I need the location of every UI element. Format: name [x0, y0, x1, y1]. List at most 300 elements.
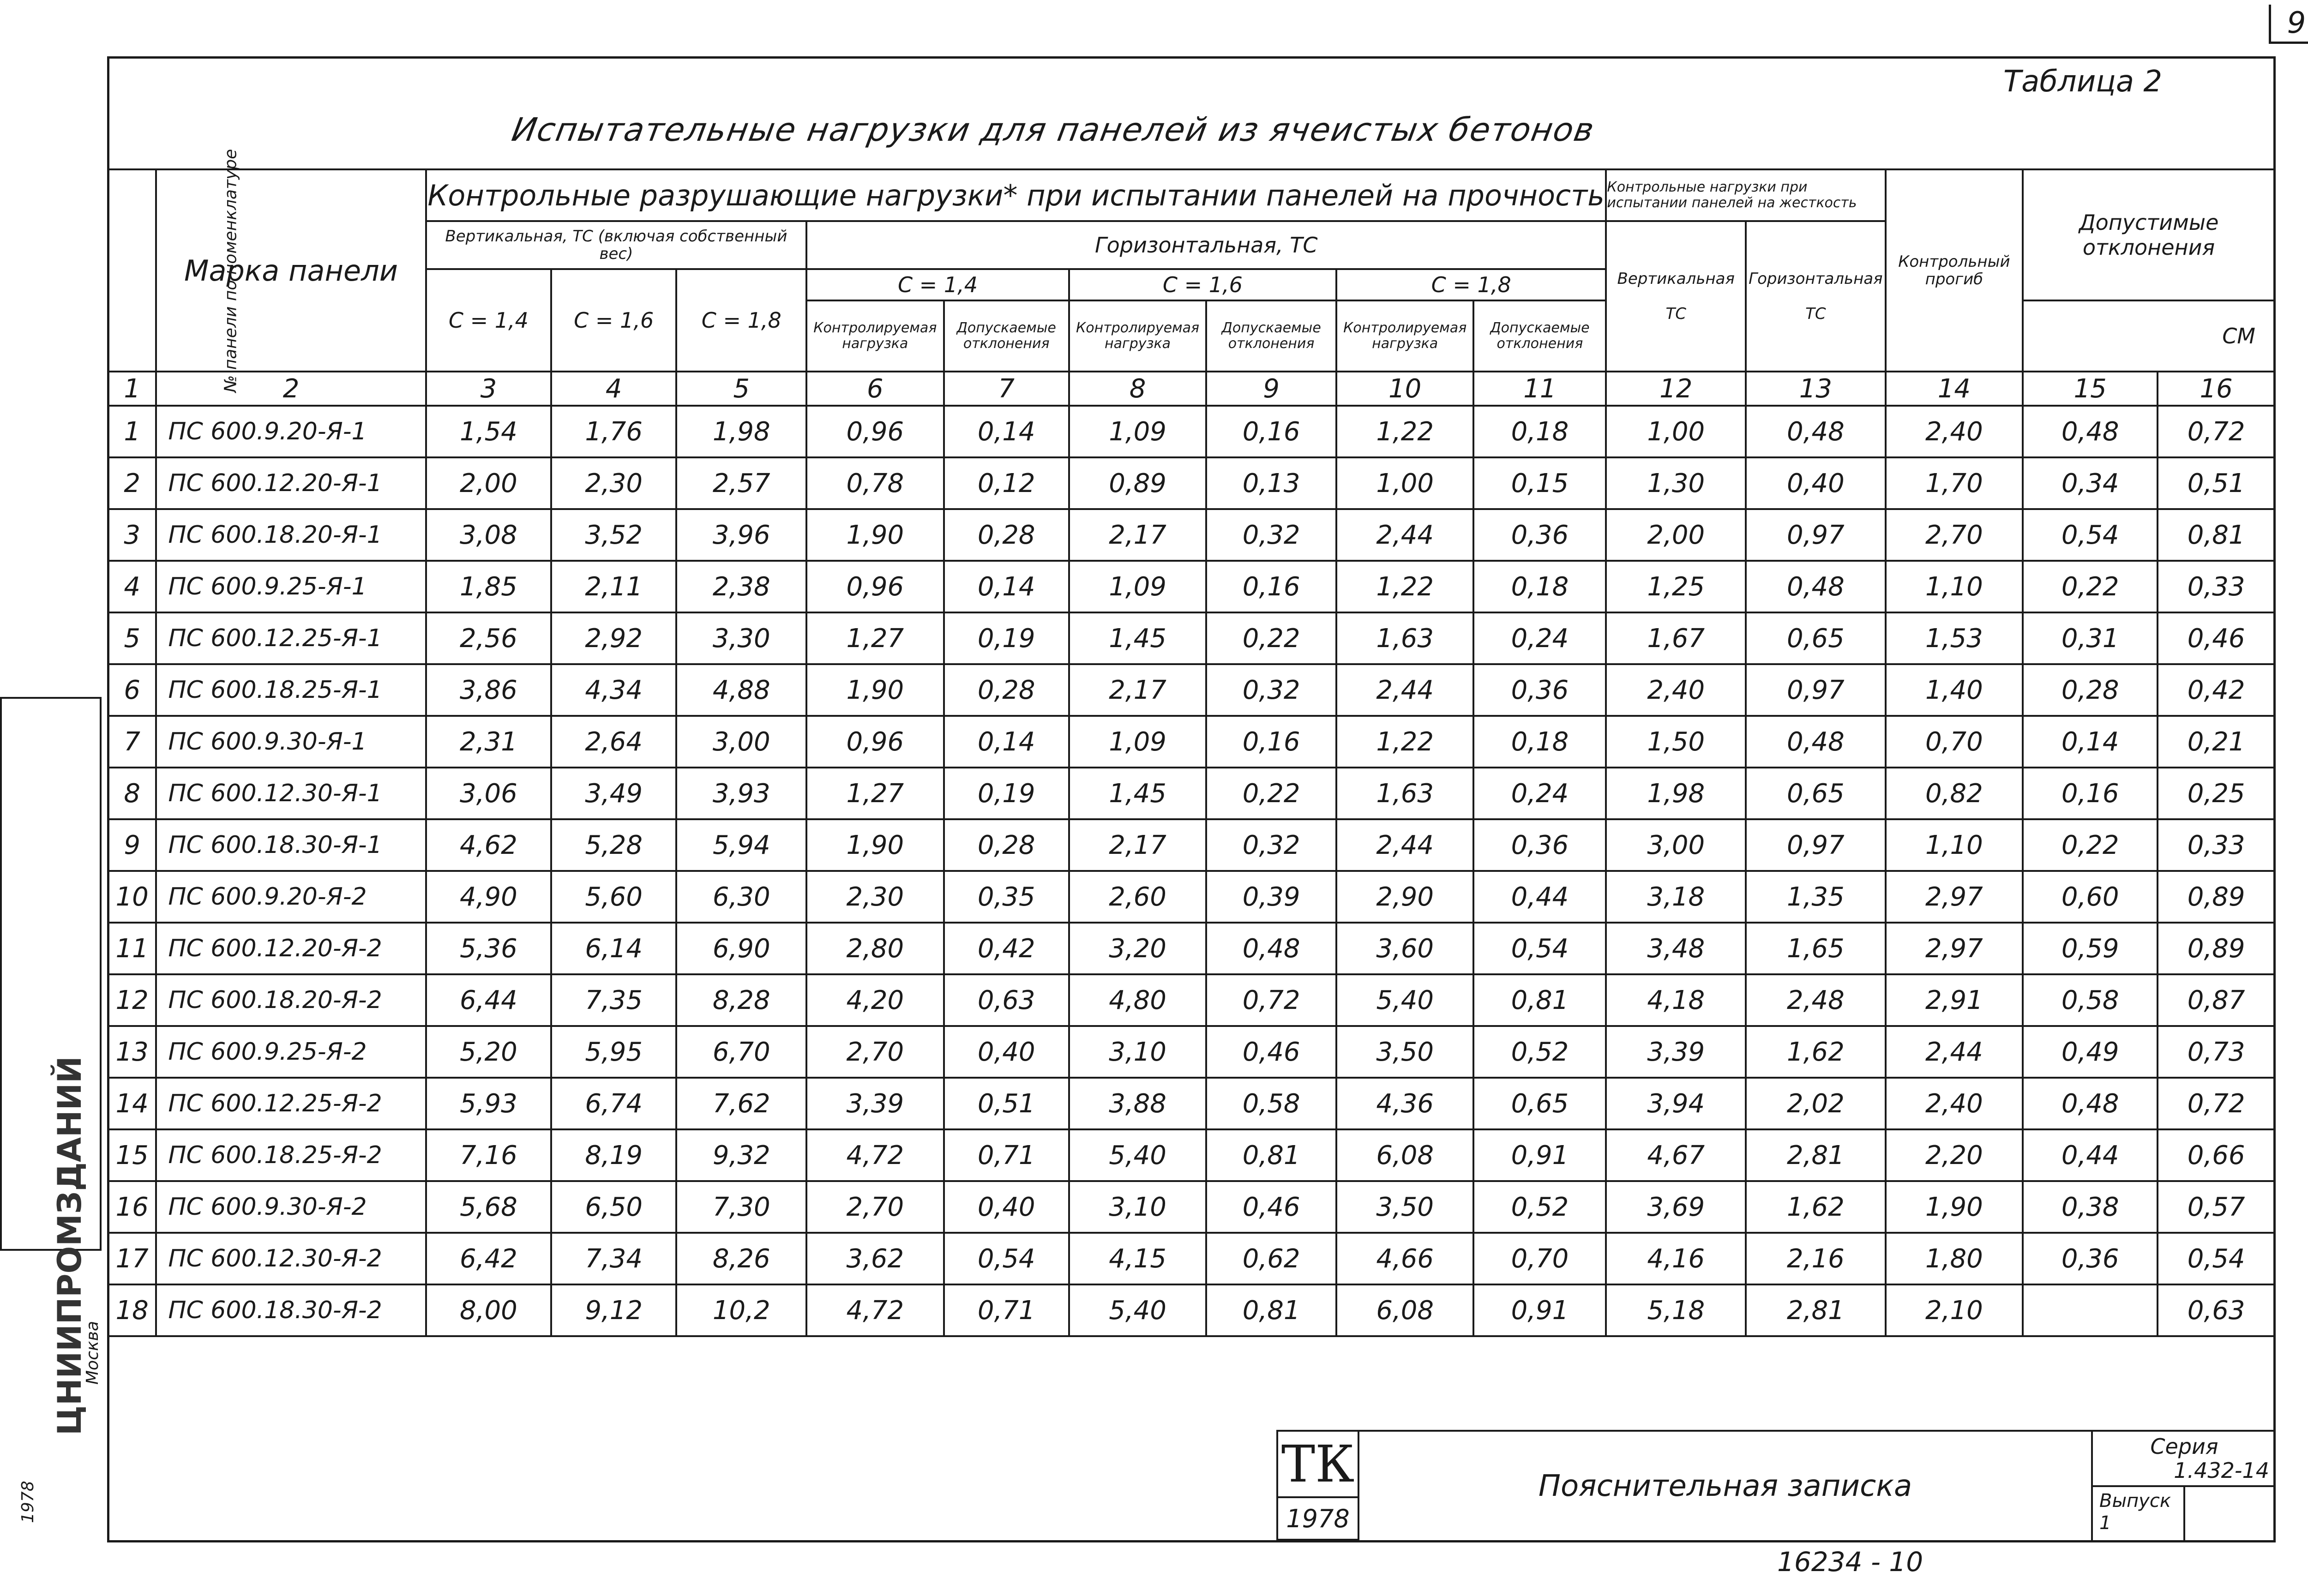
table-row: [108, 664, 2275, 716]
cell-value: [2023, 1284, 2158, 1336]
cell-panel-no: 7: [108, 716, 156, 768]
cell-value: 4,34: [551, 664, 676, 716]
cell-value: 6,50: [551, 1181, 676, 1233]
cell-value: 0,14: [944, 406, 1069, 457]
cell-value: 5,20: [426, 1026, 551, 1078]
cell-value: 0,24: [1473, 768, 1606, 819]
cell-panel-mark: ПС 600.9.30-Я-1: [156, 716, 426, 768]
org-name: ЦНИИПРОМЗДАНИЙ: [51, 1056, 89, 1435]
cell-value: 0,16: [1206, 406, 1336, 457]
cell-panel-mark: ПС 600.18.30-Я-1: [156, 819, 426, 871]
cell-value: 0,89: [1069, 457, 1206, 509]
cell-value: 2,11: [551, 561, 676, 612]
cell-value: 0,65: [1746, 768, 1886, 819]
series-cell: [2093, 1432, 2276, 1487]
table-row: [108, 1181, 2275, 1233]
cell-value: 6,42: [426, 1233, 551, 1284]
cell-value: 0,65: [1473, 1078, 1606, 1129]
cell-value: 0,89: [2158, 871, 2275, 923]
header-horiz-stiffness: Горизонтальная ТС: [1746, 221, 1886, 372]
cell-value: 0,25: [2158, 768, 2275, 819]
table-row: [108, 768, 2275, 819]
table-row: [108, 457, 2275, 509]
cell-panel-no: 2: [108, 457, 156, 509]
series-label: Серия: [2150, 1434, 2218, 1459]
tk-block: [1276, 1430, 1359, 1541]
table-row: [108, 923, 2275, 974]
cell-value: 2,44: [1336, 509, 1473, 561]
cell-value: 0,33: [2158, 819, 2275, 871]
cell-value: 0,46: [2158, 612, 2275, 664]
cell-value: 0,91: [1473, 1284, 1606, 1336]
cell-value: 2,57: [676, 457, 806, 509]
cell-value: 0,82: [1886, 768, 2023, 819]
col-number: 2: [156, 372, 426, 406]
cell-value: 2,48: [1746, 974, 1886, 1026]
issue-cell: [2093, 1487, 2185, 1541]
cell-panel-no: 6: [108, 664, 156, 716]
col-number: 7: [944, 372, 1069, 406]
cell-value: 4,16: [1606, 1233, 1746, 1284]
cell-value: 5,18: [1606, 1284, 1746, 1336]
header-controlled-load: Контролируемая нагрузка: [806, 300, 944, 372]
cell-value: 0,81: [2158, 509, 2275, 561]
cell-value: 3,06: [426, 768, 551, 819]
cell-value: 3,00: [1606, 819, 1746, 871]
col-number: 8: [1069, 372, 1206, 406]
cell-value: 1,35: [1746, 871, 1886, 923]
cell-panel-no: 14: [108, 1078, 156, 1129]
cell-value: 0,51: [2158, 457, 2275, 509]
cell-value: 2,56: [426, 612, 551, 664]
cell-value: 2,40: [1886, 406, 2023, 457]
table-row: [108, 406, 2275, 457]
cell-value: 5,94: [676, 819, 806, 871]
cell-value: 0,22: [1206, 612, 1336, 664]
col-number: 6: [806, 372, 944, 406]
cell-value: 0,14: [944, 716, 1069, 768]
cell-value: 4,90: [426, 871, 551, 923]
cell-value: 0,32: [1206, 509, 1336, 561]
cell-value: 0,63: [944, 974, 1069, 1026]
table-row: [108, 871, 2275, 923]
cell-value: 2,90: [1336, 871, 1473, 923]
cell-value: 0,97: [1746, 664, 1886, 716]
cell-value: 3,62: [806, 1233, 944, 1284]
table-row: [108, 612, 2275, 664]
cell-value: 3,30: [676, 612, 806, 664]
cell-value: 2,70: [806, 1026, 944, 1078]
cell-value: 1,62: [1746, 1181, 1886, 1233]
cell-panel-no: 10: [108, 871, 156, 923]
cell-value: 6,30: [676, 871, 806, 923]
cell-value: 4,20: [806, 974, 944, 1026]
cell-value: 0,81: [1206, 1284, 1336, 1336]
cell-value: 0,18: [1473, 406, 1606, 457]
cell-value: 1,40: [1886, 664, 2023, 716]
cell-value: 2,17: [1069, 664, 1206, 716]
cell-value: 0,21: [2158, 716, 2275, 768]
column-number-row: [108, 372, 2275, 406]
cell-value: 0,40: [1746, 457, 1886, 509]
cell-value: 1,90: [806, 509, 944, 561]
cell-value: 2,80: [806, 923, 944, 974]
cell-panel-mark: ПС 600.18.25-Я-2: [156, 1129, 426, 1181]
header-horizontal: Горизонтальная, ТС: [806, 221, 1606, 269]
col-number: 14: [1886, 372, 2023, 406]
cell-value: 3,49: [551, 768, 676, 819]
cell-value: 0,36: [1473, 819, 1606, 871]
cell-value: 0,24: [1473, 612, 1606, 664]
cell-panel-no: 5: [108, 612, 156, 664]
cell-value: 0,28: [2023, 664, 2158, 716]
cell-value: 6,90: [676, 923, 806, 974]
cell-value: 2,81: [1746, 1284, 1886, 1336]
cell-value: 1,65: [1746, 923, 1886, 974]
cell-panel-mark: ПС 600.12.25-Я-2: [156, 1078, 426, 1129]
tk-year: 1978: [1286, 1504, 1350, 1533]
cell-value: 3,10: [1069, 1026, 1206, 1078]
issue-label: Выпуск: [2099, 1490, 2171, 1512]
cell-value: 0,91: [1473, 1129, 1606, 1181]
table-row: [108, 561, 2275, 612]
cell-value: 0,57: [2158, 1181, 2275, 1233]
cell-value: 5,36: [426, 923, 551, 974]
col-number: 12: [1606, 372, 1746, 406]
cell-value: 0,96: [806, 406, 944, 457]
cell-panel-no: 11: [108, 923, 156, 974]
cell-value: 0,81: [1473, 974, 1606, 1026]
cell-value: 3,88: [1069, 1078, 1206, 1129]
cell-value: 0,12: [944, 457, 1069, 509]
cell-value: 0,14: [944, 561, 1069, 612]
cell-panel-no: 8: [108, 768, 156, 819]
col-number: 9: [1206, 372, 1336, 406]
cell-value: 1,30: [1606, 457, 1746, 509]
cell-value: 6,08: [1336, 1129, 1473, 1181]
cell-value: 0,59: [2023, 923, 2158, 974]
cell-value: 6,74: [551, 1078, 676, 1129]
doc-title: Пояснительная записка: [1359, 1430, 2091, 1541]
table-row: [108, 819, 2275, 871]
cell-value: 0,18: [1473, 561, 1606, 612]
table-label: Таблица 2: [2003, 65, 2163, 99]
cell-value: 0,62: [1206, 1233, 1336, 1284]
cell-value: 1,10: [1886, 819, 2023, 871]
cell-value: 0,42: [2158, 664, 2275, 716]
header-strength-group: Контрольные разрушающие нагрузки* при испытании панелей на прочность: [426, 169, 1606, 221]
cell-value: 2,20: [1886, 1129, 2023, 1181]
cell-value: 4,88: [676, 664, 806, 716]
cell-value: 0,16: [2023, 768, 2158, 819]
cell-panel-mark: ПС 600.9.25-Я-2: [156, 1026, 426, 1078]
cell-value: 0,58: [2023, 974, 2158, 1026]
cell-value: 0,28: [944, 664, 1069, 716]
cell-value: 0,39: [1206, 871, 1336, 923]
table-row: [108, 1078, 2275, 1129]
cell-value: 0,44: [1473, 871, 1606, 923]
cell-value: 0,40: [944, 1026, 1069, 1078]
cell-value: 2,44: [1336, 664, 1473, 716]
cell-value: 0,70: [1886, 716, 2023, 768]
table-body: [108, 406, 2275, 1336]
cell-value: 0,73: [2158, 1026, 2275, 1078]
cell-value: 0,22: [2023, 561, 2158, 612]
cell-panel-mark: ПС 600.18.20-Я-1: [156, 509, 426, 561]
cell-value: 0,97: [1746, 509, 1886, 561]
cell-value: 2,30: [806, 871, 944, 923]
cell-value: 0,48: [1746, 716, 1886, 768]
cell-value: 0,40: [944, 1181, 1069, 1233]
cell-panel-no: 13: [108, 1026, 156, 1078]
cell-value: 0,49: [2023, 1026, 2158, 1078]
cell-value: 0,19: [944, 768, 1069, 819]
cell-value: 1,00: [1336, 457, 1473, 509]
issue-value: 1: [2099, 1512, 2111, 1534]
cell-value: 2,31: [426, 716, 551, 768]
cell-value: 2,17: [1069, 509, 1206, 561]
col-number: 11: [1473, 372, 1606, 406]
cell-value: 0,48: [1746, 561, 1886, 612]
header-allowed-deviations: Допустимые отклонения: [2023, 169, 2275, 300]
cell-value: 0,89: [2158, 923, 2275, 974]
cell-value: 3,60: [1336, 923, 1473, 974]
cell-value: 1,67: [1606, 612, 1746, 664]
cell-panel-no: 16: [108, 1181, 156, 1233]
cell-value: 1,45: [1069, 768, 1206, 819]
header-cm: СМ: [2023, 300, 2275, 372]
cell-value: 0,52: [1473, 1181, 1606, 1233]
cell-value: 0,60: [2023, 871, 2158, 923]
cell-value: 0,14: [2023, 716, 2158, 768]
header-allowed-dev: Допускаемые отклонения: [1206, 300, 1336, 372]
cell-value: 1,90: [1886, 1181, 2023, 1233]
cell-value: 0,32: [1206, 819, 1336, 871]
cell-value: 2,00: [1606, 509, 1746, 561]
cell-value: 0,78: [806, 457, 944, 509]
cell-panel-mark: ПС 600.9.25-Я-1: [156, 561, 426, 612]
col-number: 13: [1746, 372, 1886, 406]
cell-value: 6,14: [551, 923, 676, 974]
cell-value: 3,52: [551, 509, 676, 561]
cell-value: 4,62: [426, 819, 551, 871]
cell-panel-mark: ПС 600.12.20-Я-1: [156, 457, 426, 509]
header-deflection: Контрольный прогиб: [1886, 169, 2023, 372]
cell-panel-mark: ПС 600.12.20-Я-2: [156, 923, 426, 974]
header-panel-no: № панели по номенклатуре: [108, 169, 156, 372]
header-v-c16: С = 1,6: [551, 269, 676, 372]
col-number: 10: [1336, 372, 1473, 406]
cell-value: 0,19: [944, 612, 1069, 664]
cell-value: 0,16: [1206, 716, 1336, 768]
cell-value: 0,58: [1206, 1078, 1336, 1129]
cell-value: 0,51: [944, 1078, 1069, 1129]
cell-value: 2,40: [1886, 1078, 2023, 1129]
cell-value: 0,48: [2023, 1078, 2158, 1129]
cell-value: 0,97: [1746, 819, 1886, 871]
cell-panel-no: 1: [108, 406, 156, 457]
table-row: [108, 974, 2275, 1026]
cell-value: 1,70: [1886, 457, 2023, 509]
header-v-c18: С = 1,8: [676, 269, 806, 372]
cell-value: 0,81: [1206, 1129, 1336, 1181]
cell-value: 2,44: [1886, 1026, 2023, 1078]
cell-value: 5,93: [426, 1078, 551, 1129]
cell-value: 0,36: [1473, 509, 1606, 561]
cell-value: 3,10: [1069, 1181, 1206, 1233]
col-number: 1: [108, 372, 156, 406]
cell-value: 2,70: [806, 1181, 944, 1233]
cell-value: 0,71: [944, 1129, 1069, 1181]
cell-value: 7,16: [426, 1129, 551, 1181]
table-row: [108, 1026, 2275, 1078]
cell-value: 1,98: [1606, 768, 1746, 819]
table-row: [108, 716, 2275, 768]
table-row: [108, 509, 2275, 561]
cell-value: 2,30: [551, 457, 676, 509]
cell-value: 1,85: [426, 561, 551, 612]
cell-value: 3,86: [426, 664, 551, 716]
col-number: 4: [551, 372, 676, 406]
cell-panel-mark: ПС 600.12.30-Я-2: [156, 1233, 426, 1284]
cell-value: 1,62: [1746, 1026, 1886, 1078]
col-number: 15: [2023, 372, 2158, 406]
cell-value: 1,22: [1336, 561, 1473, 612]
cell-value: 1,53: [1886, 612, 2023, 664]
cell-value: 3,00: [676, 716, 806, 768]
cell-value: 0,72: [2158, 406, 2275, 457]
cell-value: 4,36: [1336, 1078, 1473, 1129]
cell-value: 1,27: [806, 612, 944, 664]
cell-value: 1,98: [676, 406, 806, 457]
cell-value: 7,34: [551, 1233, 676, 1284]
cell-value: 0,70: [1473, 1233, 1606, 1284]
cell-value: 7,35: [551, 974, 676, 1026]
cell-panel-mark: ПС 600.9.20-Я-2: [156, 871, 426, 923]
cell-value: 5,28: [551, 819, 676, 871]
cell-value: 2,38: [676, 561, 806, 612]
cell-value: 0,33: [2158, 561, 2275, 612]
table-row: [108, 1284, 2275, 1336]
cell-value: 0,48: [1746, 406, 1886, 457]
cell-value: 10,2: [676, 1284, 806, 1336]
cell-value: 0,54: [944, 1233, 1069, 1284]
cell-panel-no: 15: [108, 1129, 156, 1181]
cell-panel-mark: ПС 600.12.25-Я-1: [156, 612, 426, 664]
cell-value: 0,48: [1206, 923, 1336, 974]
cell-value: 0,15: [1473, 457, 1606, 509]
sheet-number: 9: [2269, 5, 2308, 44]
cell-value: 0,48: [2023, 406, 2158, 457]
cell-value: 0,46: [1206, 1026, 1336, 1078]
header-h-c18: С = 1,8: [1336, 269, 1606, 300]
cell-value: 0,96: [806, 716, 944, 768]
col-number: 16: [2158, 372, 2275, 406]
cell-value: 2,40: [1606, 664, 1746, 716]
cell-value: 4,66: [1336, 1233, 1473, 1284]
cell-value: 8,26: [676, 1233, 806, 1284]
cell-value: 1,90: [806, 664, 944, 716]
cell-value: 1,80: [1886, 1233, 2023, 1284]
side-year: 1978: [18, 1481, 37, 1523]
cell-value: 2,81: [1746, 1129, 1886, 1181]
cell-value: 7,62: [676, 1078, 806, 1129]
cell-value: 3,50: [1336, 1181, 1473, 1233]
cell-panel-no: 4: [108, 561, 156, 612]
cell-panel-no: 12: [108, 974, 156, 1026]
cell-value: 1,63: [1336, 612, 1473, 664]
cell-panel-no: 18: [108, 1284, 156, 1336]
cell-value: 0,54: [1473, 923, 1606, 974]
cell-value: 2,97: [1886, 923, 2023, 974]
cell-value: 0,71: [944, 1284, 1069, 1336]
cell-value: 1,09: [1069, 716, 1206, 768]
cell-value: 0,28: [944, 819, 1069, 871]
header-allowed-dev: Допускаемые отклонения: [1473, 300, 1606, 372]
cell-panel-mark: ПС 600.9.30-Я-2: [156, 1181, 426, 1233]
tk-label: ТК: [1278, 1432, 1358, 1498]
cell-value: 5,68: [426, 1181, 551, 1233]
cell-value: 3,39: [1606, 1026, 1746, 1078]
series-block: [2091, 1430, 2276, 1541]
cell-value: 0,32: [1206, 664, 1336, 716]
cell-value: 0,72: [2158, 1078, 2275, 1129]
cell-panel-mark: ПС 600.18.30-Я-2: [156, 1284, 426, 1336]
cell-value: 2,02: [1746, 1078, 1886, 1129]
cell-value: 1,09: [1069, 561, 1206, 612]
cell-value: 4,18: [1606, 974, 1746, 1026]
cell-value: 1,45: [1069, 612, 1206, 664]
cell-value: 0,36: [1473, 664, 1606, 716]
cell-value: 1,09: [1069, 406, 1206, 457]
cell-value: 4,15: [1069, 1233, 1206, 1284]
cell-value: 1,10: [1886, 561, 2023, 612]
cell-value: 1,63: [1336, 768, 1473, 819]
cell-value: 3,20: [1069, 923, 1206, 974]
cell-panel-mark: ПС 600.18.25-Я-1: [156, 664, 426, 716]
cell-panel-no: 3: [108, 509, 156, 561]
header-h-c14: С = 1,4: [806, 269, 1069, 300]
cell-value: 3,39: [806, 1078, 944, 1129]
cell-value: 7,30: [676, 1181, 806, 1233]
org-city: Москва: [83, 1321, 102, 1385]
cell-value: 1,22: [1336, 406, 1473, 457]
cell-value: 1,27: [806, 768, 944, 819]
header-h-c16: С = 1,6: [1069, 269, 1336, 300]
cell-value: 4,72: [806, 1129, 944, 1181]
cell-panel-mark: ПС 600.9.20-Я-1: [156, 406, 426, 457]
cell-value: 3,94: [1606, 1078, 1746, 1129]
cell-value: 5,40: [1069, 1284, 1206, 1336]
cell-value: 2,17: [1069, 819, 1206, 871]
header-allowed-dev: Допускаемые отклонения: [944, 300, 1069, 372]
cell-value: 0,36: [2023, 1233, 2158, 1284]
cell-value: 2,64: [551, 716, 676, 768]
cell-value: 6,44: [426, 974, 551, 1026]
cell-value: 1,76: [551, 406, 676, 457]
cell-value: 2,70: [1886, 509, 2023, 561]
cell-value: 6,70: [676, 1026, 806, 1078]
cell-panel-no: 17: [108, 1233, 156, 1284]
cell-value: 8,19: [551, 1129, 676, 1181]
cell-value: 5,40: [1336, 974, 1473, 1026]
cell-value: 3,08: [426, 509, 551, 561]
cell-value: 2,92: [551, 612, 676, 664]
loads-table: [107, 149, 2276, 1337]
cell-value: 0,46: [1206, 1181, 1336, 1233]
page-title: Испытательные нагрузки для панелей из ячеистых бетонов: [509, 111, 1598, 149]
cell-value: 6,08: [1336, 1284, 1473, 1336]
